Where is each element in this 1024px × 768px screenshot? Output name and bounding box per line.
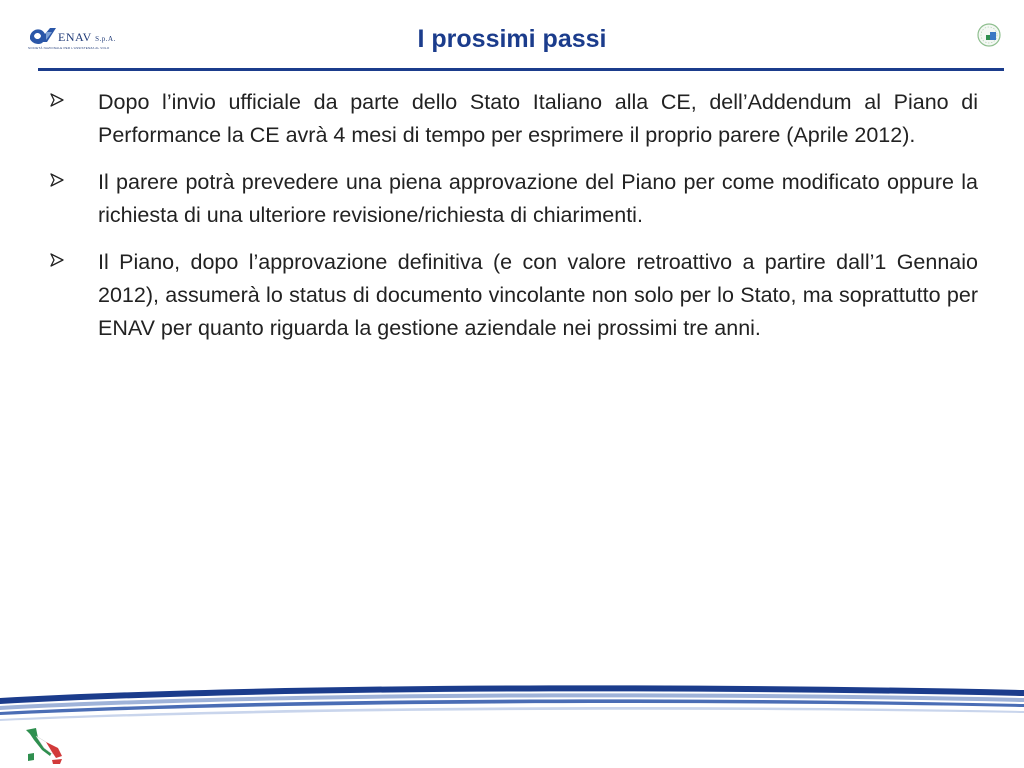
arrowhead-bullet-icon	[50, 253, 64, 267]
slide-title: I prossimi passi	[417, 25, 607, 53]
wave-stripes-icon	[0, 676, 1024, 726]
bullet-text: Il Piano, dopo l’approvazione definitiva (e con valore retroattivo a partire dall’1 Gennaio 2012), assumerà lo status di documento vincolante non solo per lo Stato, ma soprattutto per ENAV per quanto riguarda la gestione aziendale nei prossimi tre anni.	[98, 250, 978, 340]
certification-badge-icon	[974, 22, 1004, 48]
header-divider	[38, 68, 1004, 71]
bullet-list	[48, 86, 978, 359]
logo-subtitle: SOCIETÀ NAZIONALE PER L'ASSISTENZA AL VOLO	[28, 46, 110, 50]
slide-header	[0, 0, 1024, 76]
arrowhead-bullet-icon	[50, 173, 64, 187]
bullet-text: Il parere potrà prevedere una piena approvazione del Piano per come modificato oppure la richiesta di una ulteriore revisione/richiesta di chiarimenti.	[98, 170, 978, 227]
list-item	[48, 166, 978, 232]
list-item	[48, 86, 978, 152]
italy-map-flag-icon	[22, 726, 68, 766]
bullet-text: Dopo l’invio ufficiale da parte dello Stato Italiano alla CE, dell’Addendum al Piano di Performance la CE avrà 4 mesi di tempo per esprimere il proprio parere (Aprile 2012).	[98, 90, 978, 147]
arrowhead-bullet-icon	[50, 93, 64, 107]
list-item	[48, 246, 978, 345]
logo-text: ENAV S.p.A.	[58, 30, 116, 44]
